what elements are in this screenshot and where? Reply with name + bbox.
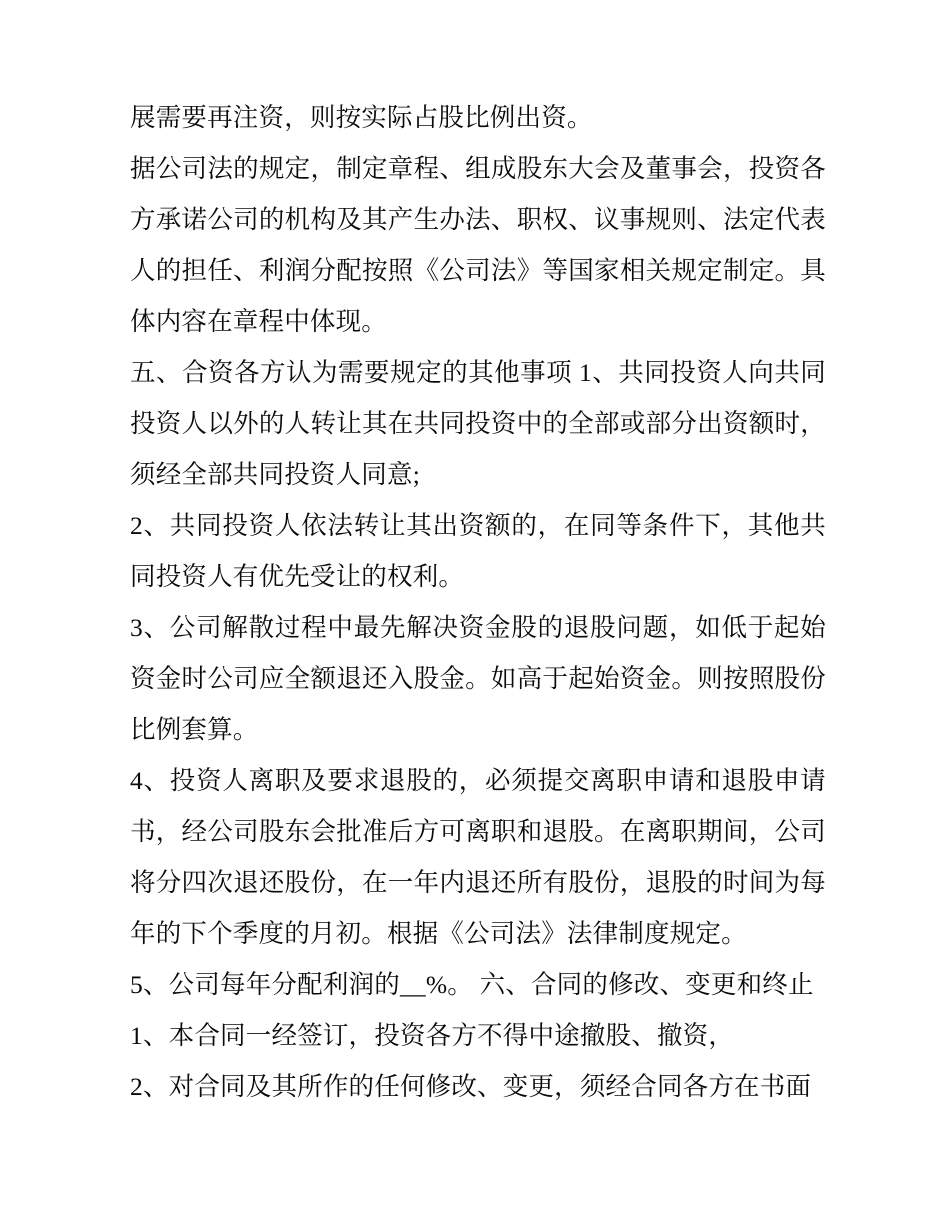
paragraph-8: 1、本合同一经签订，投资各方不得中途撤股、撤资， bbox=[130, 1021, 735, 1050]
paragraph-3: 五、合资各方认为需要规定的其他事项 1、共同投资人向共同投资人以外的人转让其在共同投资中的全部或部分出资额时，须经全部共同投资人同意; bbox=[130, 358, 826, 489]
paragraph-9: 2、对合同及其所作的任何修改、变更，须经合同各方在书面 bbox=[130, 1072, 812, 1101]
paragraph-7: 5、公司每年分配利润的__%。 六、合同的修改、变更和终止 bbox=[130, 970, 814, 999]
paragraph-1: 展需要再注资，则按实际占股比例出资。 bbox=[130, 103, 593, 132]
document-body bbox=[130, 92, 826, 1112]
paragraph-5: 3、公司解散过程中最先解决资金股的退股问题，如低于起始资金时公司应全额退还入股金。如高于起始资金。则按照股份比例套算。 bbox=[130, 613, 826, 744]
paragraph-4: 2、共同投资人依法转让其出资额的，在同等条件下，其他共同投资人有优先受让的权利。 bbox=[130, 511, 826, 591]
paragraph-2: 据公司法的规定，制定章程、组成股东大会及董事会，投资各方承诺公司的机构及其产生办法、职权、议事规则、法定代表人的担任、利润分配按照《公司法》等国家相关规定制定。具体内容在章程中体现。 bbox=[130, 154, 826, 336]
paragraph-6: 4、投资人离职及要求退股的，必须提交离职申请和退股申请书，经公司股东会批准后方可离职和退股。在离职期间，公司将分四次退还股份，在一年内退还所有股份，退股的时间为每年的下个季度的月初。根据《公司法》法律制度规定。 bbox=[130, 766, 826, 948]
